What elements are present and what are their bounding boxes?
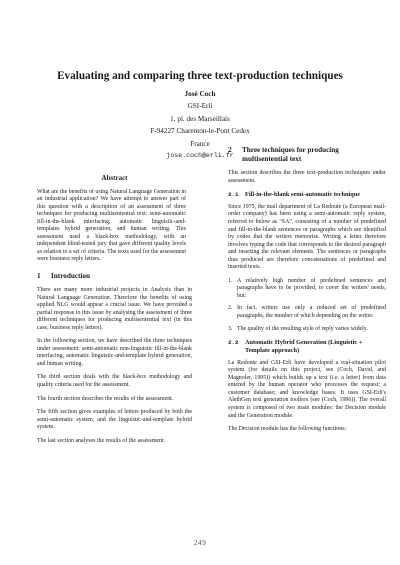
section-number: 1 (37, 272, 41, 281)
right-column (228, 146, 386, 440)
paragraph: In the following section, we have described the three techniques under assessment: semi-automatic non-linguistic fill-in-the-blank interfacing, automatic linguistic-and-template hybrid generation, and human writing. (37, 338, 192, 367)
subsection-title: Automatic Hybrid Generation (Linguistic + Template approach) (245, 339, 363, 354)
author-organization: GSI-Erli (187, 102, 213, 111)
paragraph: The Decision module has the following functions: (228, 426, 347, 433)
subsection-heading-hybrid-generation (228, 339, 386, 355)
list-item-text: A relatively high number of predefined sentences and paragraphs have to be provided, to cover the writers' needs, but: (237, 277, 386, 299)
subsection-title: Fill-in-the-blank semi-automatic technique (245, 191, 361, 199)
list-item-number: 2. (228, 305, 233, 312)
abstract-text: What are the benefits of using Natural Language Generation in an industrial application? We have attempt to answer part of this question with a description of an assessment of three techniques for producing multisentential text: semi-automatic fill-in-the-blank interfacing, automatic linguistic-and-templates hybrid generation, and human writing. This assessment used a black-box methodology, with an independent blind-tested jury that gave different quality levels as relation to a set of criteria. The texts used for the assessment were business reply letters. (37, 188, 186, 263)
list-item-text: The quality of the resulting style of reply varies widely. (237, 325, 368, 332)
page-number: 249 (193, 538, 207, 547)
subsection-number: 2.1 (228, 191, 239, 199)
paragraph: The fifth section gives examples of letters produced by both the semi-automatic system, and the linguistic-and-template hybrid system. (37, 409, 192, 431)
paragraph: The third section deals with the black-box methodology and quality criteria used for the assessment. (37, 374, 192, 389)
list-item (228, 326, 386, 334)
list-item-number: 1. (228, 277, 233, 284)
list-item-text: In fact, writers use only a reduced set of predefined paragraphs, the number of which depending on the writer. (237, 305, 386, 319)
paragraph: This section describes the three text-production techniques under assessment. (228, 170, 386, 184)
author-country: France (190, 139, 210, 148)
author-name: José Coch (184, 90, 216, 98)
section-title: Three techniques for producing multisentential text (242, 146, 339, 163)
list-item-number: 3. (228, 325, 233, 332)
abstract-section (37, 175, 192, 264)
subsection-number: 2.2 (228, 339, 239, 347)
left-column (37, 175, 192, 451)
author-email[interactable]: jose.coch@erli.fr (166, 152, 234, 160)
section-heading-introduction (37, 272, 192, 281)
author-city: F-94227 Charenton-le-Pont Cedex (150, 127, 250, 136)
section-number: 2 (228, 146, 232, 154)
numbered-list (228, 278, 386, 333)
section-heading-three-techniques (228, 146, 386, 164)
paragraph: The last section analyses the results of the assessment. (37, 437, 166, 444)
paper-title: Evaluating and comparing three text-production techniques (57, 70, 343, 82)
paragraph: There are many more industrial projects in Analysis than in Natural Language Generation. Therefore the benefits of using applied NLG would appear a crucial issue. We have provided a partial response to this issue by analysing the assessment of three different techniques for producing multisentential text (in this case, business reply letters). (37, 287, 192, 331)
paragraph: The fourth section describes the results of the assessment. (37, 395, 174, 402)
section-title: Introduction (51, 272, 91, 281)
paragraph: Since 1975, the mail department of La Redoute (a European mail-order company) has been using a semi-automatic reply system, referred to below as "SA", consisting of a number of predefined and fill-in-the-blank sentences or paragraphs which are identified by codes that the writers memorise. Writing a letter therefore involves typing the code that corresponds to the desired paragraph and inserting the relevant elements. The sentences or paragraphs thus produced are therefore concatenations of predefined and inserted texts. (228, 203, 386, 271)
abstract-heading: Abstract (101, 174, 128, 182)
paragraph: La Redoute and GSI-Erli have developed a real-situation pilot system (for details on this project, see (Coch, David, and Magnoler, 1995)) which builds up a text (i.e. a letter) from data entered by the human operator who processes the request; a customer database; and knowledge bases. It uses GSI-Erli's AlethGen text generation toolbox (see (Coch, 1996)). The overall system is composed of two main modules: the Decision module and the Generation module. (228, 359, 386, 419)
list-item (228, 305, 386, 320)
list-item (228, 278, 386, 301)
subsection-heading-fill-in-the-blank (228, 191, 386, 199)
author-street: 1, pl. des Marseillais (170, 114, 230, 123)
